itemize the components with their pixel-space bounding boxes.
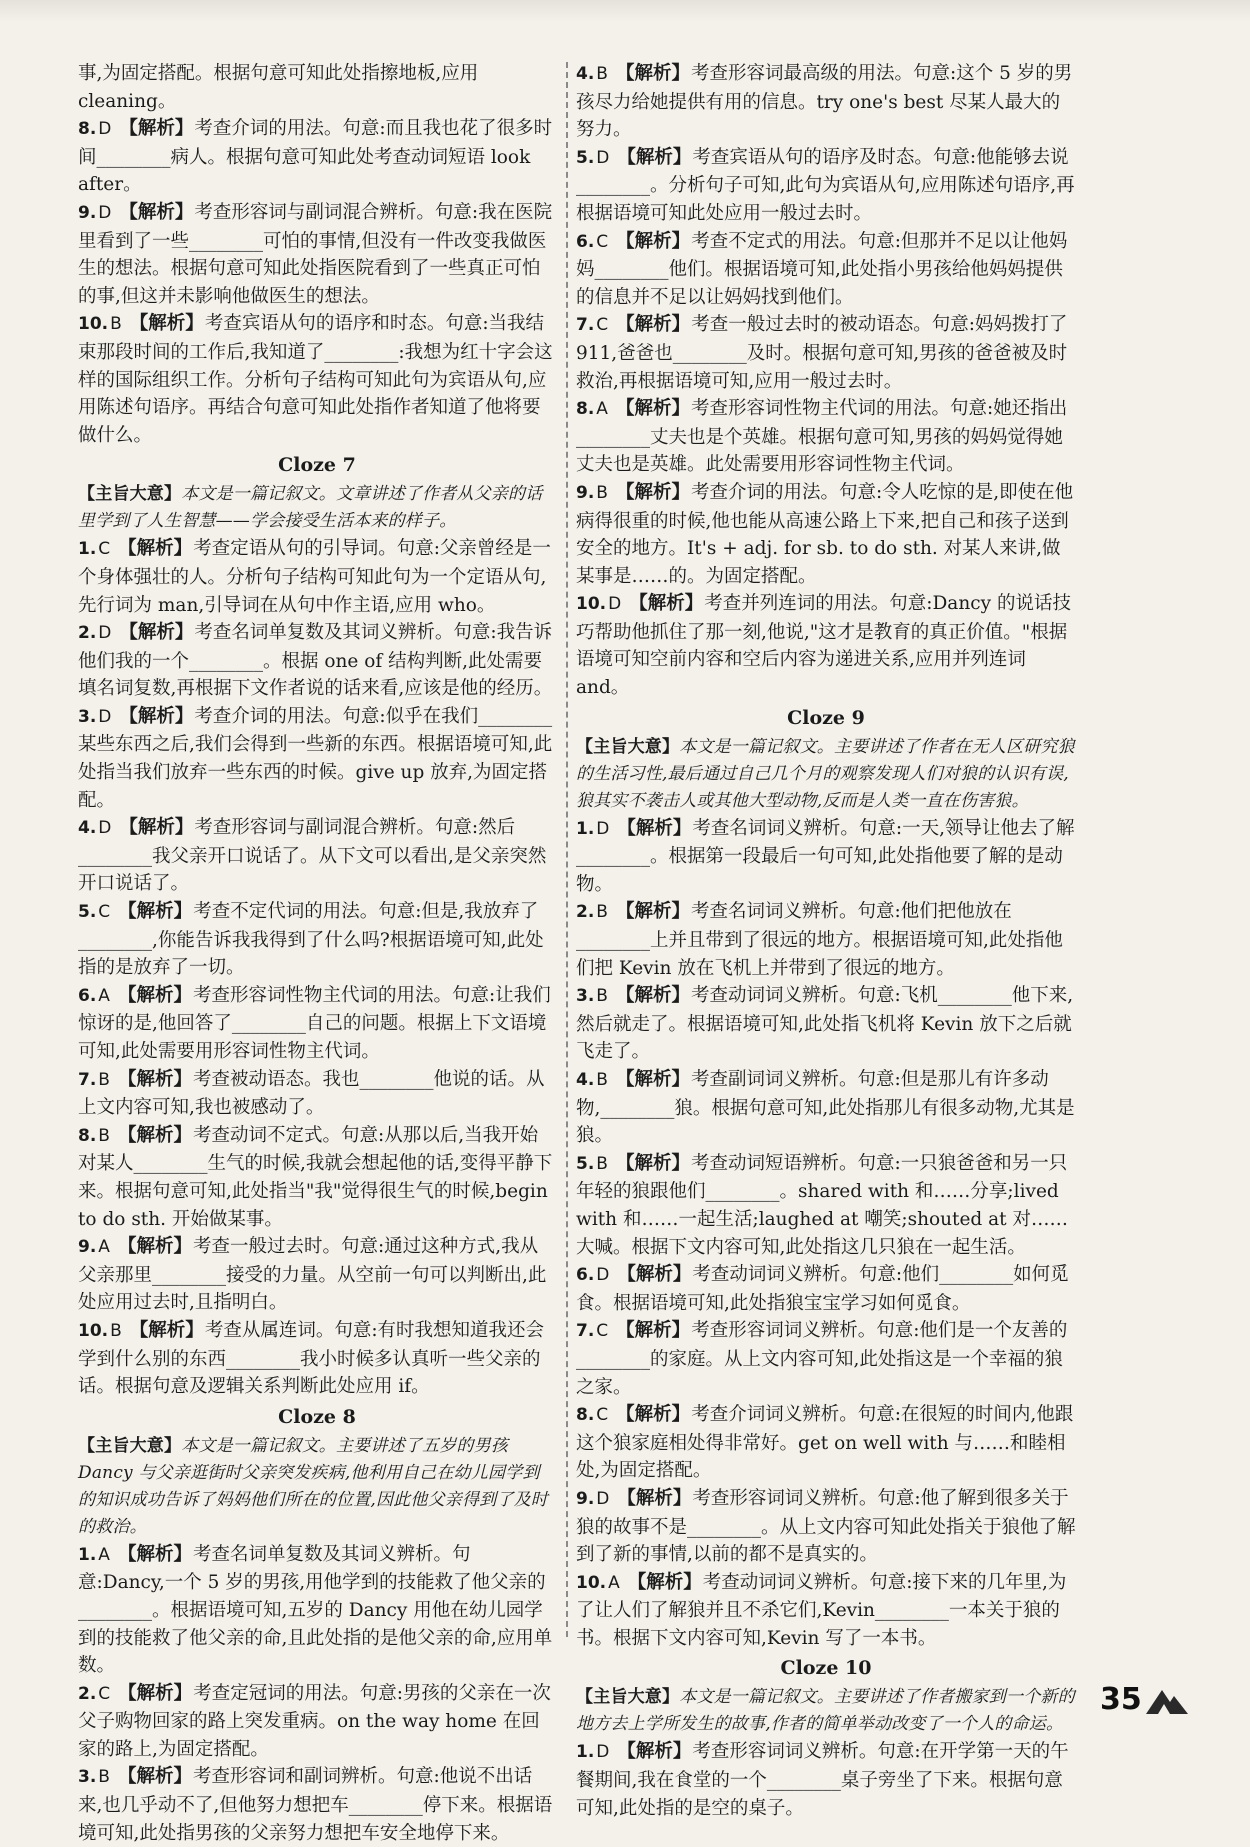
answer-item	[576, 898, 1076, 982]
analysis-text: 考查形容词与副词混合辨析。句意:我在医院里看到了一些________可怕的事情,但没有一件改变我做医生的想法。根据句意可知此处指医院看到了一些真正可怕的事,但这并未影响他做医生的想法。	[78, 201, 553, 307]
answer-letter: D	[98, 623, 112, 644]
question-number: 6.	[576, 231, 595, 252]
analysis-tag: 【解析】	[119, 201, 194, 223]
question-number: 5.	[78, 902, 97, 923]
analysis-text: 考查形容词最高级的用法。句意:这个 5 岁的男孩尽力给她提供有用的信息。try one's best 尽某人最大的努力。	[576, 63, 1073, 141]
analysis-tag: 【解析】	[617, 146, 692, 168]
summary-tag: 【主旨大意】	[78, 1435, 182, 1456]
answer-letter: C	[596, 315, 609, 336]
question-number: 3.	[78, 706, 97, 727]
analysis-tag: 【解析】	[617, 1741, 692, 1763]
answer-letter: B	[98, 1125, 110, 1146]
answer-letter: D	[596, 1742, 610, 1763]
answer-item	[576, 1569, 1076, 1653]
summary-tag: 【主旨大意】	[576, 736, 680, 757]
answer-letter: A	[98, 1237, 110, 1258]
question-number: 2.	[78, 1683, 97, 1704]
answer-item	[78, 1317, 556, 1401]
analysis-text: 考查形容词与副词混合辨析。句意:然后________我父亲开口说话了。从下文可以看出,是父亲突然开口说话了。	[78, 817, 547, 895]
analysis-tag: 【解析】	[117, 1766, 192, 1788]
summary-paragraph	[576, 1684, 1076, 1738]
question-number: 10.	[78, 314, 109, 335]
analysis-text: 考查介词的用法。句意:而且我也花了很多时间________病人。根据句意可知此处考查动词短语 look after。	[78, 118, 553, 196]
question-number: 5.	[576, 147, 595, 168]
question-number: 8.	[576, 399, 595, 420]
section-heading: Cloze 9	[787, 706, 865, 729]
answer-letter: C	[596, 231, 609, 252]
analysis-text: 考查动词短语辨析。句意:一只狼爸爸和另一只年轻的狼跟他们________。shared with 和……分享;lived with 和……一起生活;laughed at 嘲笑;shouted at 对……大喊。根据下文内容可知,此处指这几只狼在一起生活。	[576, 1152, 1068, 1258]
analysis-tag: 【解析】	[616, 314, 691, 336]
analysis-text: 考查不定式的用法。句意:但那并不足以让他妈妈________他们。根据语境可知,此处指小男孩给他妈妈提供的信息并不足以让妈妈找到他们。	[576, 230, 1068, 308]
analysis-tag: 【解析】	[119, 817, 194, 839]
continued-text: 事,为固定搭配。根据句意可知此处指擦地板,应用 cleaning。	[78, 63, 479, 112]
analysis-tag: 【解析】	[129, 313, 204, 335]
answer-item	[576, 311, 1076, 395]
analysis-text: 考查形容词性物主代词的用法。句意:她还指出________丈夫也是个英雄。根据句意可知,男孩的妈妈觉得她丈夫也是英雄。此处需要用形容词性物主代词。	[576, 398, 1068, 476]
column-divider	[566, 62, 568, 1637]
answer-item	[576, 228, 1076, 312]
analysis-text: 考查动词不定式。句意:从那以后,当我开始对某人________生气的时候,我就会想起他的话,变得平静下来。根据句意可知,此处指当"我"觉得很生气的时候,begin to do sth. 开始做某事。	[78, 1124, 553, 1230]
question-number: 8.	[78, 119, 97, 140]
question-number: 7.	[576, 315, 595, 336]
analysis-text: 考查介词的用法。句意:似乎在我们________某些东西之后,我们会得到一些新的东西。根据语境可知,此处指当我们放弃一些东西的时候。give up 放弃,为固定搭配。	[78, 705, 553, 811]
page-top-edge	[0, 0, 1250, 22]
question-number: 6.	[78, 985, 97, 1006]
answer-item	[576, 1150, 1076, 1261]
answer-letter: D	[98, 706, 112, 727]
question-number: 9.	[576, 482, 595, 503]
analysis-text: 考查宾语从句的语序及时态。句意:他能够去说________。分析句子可知,此句为宾语从句,应用陈述句语序,再根据语境可知此处应用一般过去时。	[576, 146, 1075, 224]
question-number: 8.	[78, 1125, 97, 1146]
answer-letter: B	[596, 902, 608, 923]
answer-item	[78, 619, 556, 703]
analysis-text: 考查形容词词义辨析。句意:在开学第一天的午餐期间,我在食堂的一个________桌子旁坐了下来。根据句意可知,此处指的是空的桌子。	[576, 1741, 1069, 1819]
analysis-tag: 【解析】	[118, 1682, 193, 1704]
answer-letter: B	[110, 314, 122, 335]
answer-item	[576, 1485, 1076, 1569]
question-number: 6.	[576, 1265, 595, 1286]
answer-item	[78, 982, 556, 1066]
answer-item	[78, 703, 556, 814]
analysis-tag: 【解析】	[118, 901, 193, 923]
analysis-tag: 【解析】	[129, 1319, 204, 1341]
analysis-tag: 【解析】	[617, 1264, 692, 1286]
answer-letter: D	[98, 119, 112, 140]
question-number: 4.	[576, 64, 595, 84]
question-number: 4.	[576, 1070, 595, 1090]
answer-item	[576, 1738, 1076, 1822]
answer-letter: B	[596, 986, 608, 1007]
summary-text: 本文是一篇记叙文。文章讲述了作者从父亲的话里学到了人生智慧——学会接受生活本来的样子。	[78, 484, 543, 532]
answer-letter: D	[596, 818, 610, 839]
question-number: 4.	[78, 818, 97, 839]
analysis-text: 考查形容词词义辨析。句意:他们是一个友善的________的家庭。从上文内容可知,此处指这是一个幸福的狼之家。	[576, 1320, 1068, 1398]
answer-letter: B	[110, 1320, 122, 1341]
analysis-text: 考查一般过去时的被动语态。句意:妈妈拨打了 911,爸爸也________及时。根据句意可知,男孩的爸爸被及时救治,再根据语境可知,应用一般过去时。	[576, 314, 1068, 392]
analysis-tag: 【解析】	[615, 901, 690, 923]
analysis-text: 考查形容词词义辨析。句意:他了解到很多关于狼的故事不是________。从上文内容可知此处指关于狼他了解到了新的事情,以前的都不是真实的。	[576, 1487, 1076, 1566]
publisher-logo-icon	[1144, 1686, 1190, 1716]
analysis-text: 考查宾语从句的语序和时态。句意:当我结束那段时间的工作后,我知道了________:我想为红十字会这样的国际组织工作。分析句子结构可知此句为宾语从句,应用陈述句语序。再结合句意可知此处指作者知道了他将要做什么。	[78, 313, 553, 446]
question-number: 9.	[576, 1488, 595, 1509]
question-number: 9.	[78, 1237, 97, 1258]
answer-item	[576, 479, 1076, 590]
answer-item	[576, 1401, 1076, 1485]
answer-letter: D	[596, 1488, 610, 1509]
analysis-tag: 【解析】	[627, 1571, 702, 1593]
analysis-tag: 【解析】	[617, 1487, 692, 1509]
summary-paragraph	[78, 481, 556, 535]
analysis-text: 考查名词单复数及其词义辨析。句意:我告诉他们我的一个________。根据 one of 结构判断,此处需要填名词复数,再根据下文作者说的话来看,应该是他的经历。	[78, 622, 553, 700]
analysis-tag: 【解析】	[117, 1236, 192, 1258]
answer-item	[78, 898, 556, 982]
analysis-text: 考查形容词性物主代词的用法。句意:让我们惊讶的是,他回答了________自己的问题。根据上下文语境可知,此处需要用形容词性物主代词。	[78, 984, 551, 1062]
question-number: 8.	[576, 1405, 595, 1426]
analysis-tag: 【解析】	[616, 230, 691, 252]
analysis-text: 考查名词词义辨析。句意:一天,领导让他去了解________。根据第一段最后一句可知,此处指他要了解的是动物。	[576, 817, 1075, 895]
analysis-tag: 【解析】	[117, 1124, 192, 1146]
summary-tag: 【主旨大意】	[576, 1687, 680, 1708]
analysis-text: 考查介词词义辨析。句意:在很短的时间内,他跟这个狼家庭相处得非常好。get on well with 与……和睦相处,为固定搭配。	[576, 1404, 1074, 1482]
analysis-tag: 【解析】	[615, 985, 690, 1007]
analysis-text: 考查动词词义辨析。句意:飞机________他下来,然后就走了。根据语境可知,此处指飞机将 Kevin 放下之后就飞走了。	[576, 985, 1074, 1063]
right-column	[576, 60, 1076, 1822]
answer-letter: A	[596, 399, 608, 420]
question-number: 2.	[576, 902, 595, 923]
answer-item	[576, 1261, 1076, 1317]
answer-item	[78, 1122, 556, 1233]
answer-letter: D	[608, 594, 622, 615]
analysis-tag: 【解析】	[119, 705, 194, 727]
summary-text: 本文是一篇记叙文。主要讲述了作者在无人区研究狼的生活习性,最后通过自己几个月的观察发现人们对狼的认识有误,狼其实不袭击人或其他大型动物,反而是人类一直在伤害狼。	[576, 736, 1075, 811]
answer-letter: C	[596, 1405, 609, 1426]
answer-letter: D	[98, 818, 112, 839]
question-number: 7.	[78, 1069, 97, 1090]
answer-item	[78, 814, 556, 898]
answer-letter: A	[608, 1572, 620, 1593]
answer-item	[78, 115, 556, 199]
analysis-tag: 【解析】	[615, 63, 690, 84]
analysis-text: 考查并列连词的用法。句意:Dancy 的说话技巧帮助他抓住了那一刻,他说,"这才是教育的真正价值。"根据语境可知空前内容和空后内容为递进关系,应用并列连词 and。	[576, 593, 1071, 699]
answer-item	[576, 395, 1076, 479]
analysis-tag: 【解析】	[117, 984, 192, 1006]
answer-item	[78, 1763, 556, 1847]
answer-letter: B	[98, 1069, 110, 1090]
question-number: 3.	[576, 986, 595, 1007]
answer-letter: B	[98, 1767, 110, 1788]
question-number: 1.	[78, 1544, 97, 1565]
analysis-tag: 【解析】	[616, 1404, 691, 1426]
answer-item	[78, 310, 556, 449]
analysis-text: 考查定冠词的用法。句意:男孩的父亲在一次父子购物回家的路上突发重病。on the way home 在回家的路上,为固定搭配。	[78, 1682, 551, 1760]
analysis-tag: 【解析】	[119, 118, 194, 140]
analysis-tag: 【解析】	[615, 481, 690, 503]
analysis-tag: 【解析】	[117, 1543, 192, 1565]
answer-item	[576, 982, 1076, 1066]
answer-letter: C	[98, 539, 111, 560]
question-number: 10.	[576, 1572, 607, 1593]
analysis-text: 考查副词词义辨析。句意:但是那儿有许多动物,________狼。根据句意可知,此处指那儿有很多动物,尤其是狼。	[576, 1069, 1075, 1147]
summary-paragraph	[78, 1433, 556, 1541]
answer-item	[78, 1233, 556, 1317]
summary-paragraph	[576, 734, 1076, 815]
question-number: 1.	[78, 539, 97, 560]
question-number: 10.	[78, 1320, 109, 1341]
section-heading: Cloze 10	[780, 1657, 872, 1680]
answer-letter: B	[596, 482, 608, 503]
answer-letter: D	[596, 147, 610, 168]
answer-item	[576, 815, 1076, 899]
summary-tag: 【主旨大意】	[78, 484, 182, 505]
question-number: 7.	[576, 1321, 595, 1342]
answer-letter: A	[98, 1544, 110, 1565]
analysis-tag: 【解析】	[615, 1069, 690, 1090]
analysis-tag: 【解析】	[117, 1068, 192, 1090]
answer-letter: C	[596, 1321, 609, 1342]
answer-item	[576, 1066, 1076, 1150]
analysis-text: 考查形容词和副词辨析。句意:他说不出话来,也几乎动不了,但他努力想把车________停下来。根据语境可知,此处指男孩的父亲努力想把车安全地停下来。	[78, 1766, 553, 1844]
analysis-tag: 【解析】	[617, 817, 692, 839]
analysis-text: 考查动词词义辨析。句意:接下来的几年里,为了让人们了解狼并且不杀它们,Kevin________一本关于狼的书。根据下文内容可知,Kevin 写了一本书。	[576, 1571, 1067, 1649]
analysis-text: 考查名词单复数及其词义辨析。句意:Dancy,一个 5 岁的男孩,用他学到的技能救了他父亲的________。根据语境可知,五岁的 Dancy 用他在幼儿园学到的技能救了他父亲的命,且此处指的是他父亲的命,应用单数。	[78, 1543, 553, 1677]
analysis-tag: 【解析】	[119, 622, 194, 644]
analysis-tag: 【解析】	[118, 538, 193, 560]
question-number: 9.	[78, 202, 97, 223]
analysis-text: 考查动词词义辨析。句意:他们________如何觅食。根据语境可知,此处指狼宝宝学习如何觅食。	[576, 1264, 1069, 1314]
analysis-text: 考查不定代词的用法。句意:但是,我放弃了________,你能告诉我我得到了什么吗?根据语境可知,此处指的是放弃了一切。	[78, 901, 544, 979]
question-number: 1.	[576, 818, 595, 839]
answer-letter: D	[98, 202, 112, 223]
answer-item	[576, 1317, 1076, 1401]
analysis-tag: 【解析】	[629, 593, 704, 615]
analysis-text: 考查定语从句的引导词。句意:父亲曾经是一个身体强壮的人。分析句子结构可知此句为一个定语从句,先行词为 man,引导词在从句中作主语,应用 who。	[78, 538, 551, 616]
answer-letter: C	[98, 1683, 111, 1704]
section-heading: Cloze 8	[278, 1405, 356, 1428]
answer-letter: D	[596, 1265, 610, 1286]
answer-item	[78, 535, 556, 619]
answer-letter: C	[98, 902, 111, 923]
analysis-text: 考查介词的用法。句意:令人吃惊的是,即使在他病得很重的时候,他也能从高速公路上下来,把自己和孩子送到安全的地方。It's + adj. for sb. to do sth. 对某人来讲,做某事是……的。为固定搭配。	[576, 481, 1074, 587]
answer-item	[576, 60, 1076, 144]
page-number: 35	[1100, 1682, 1142, 1717]
answer-item	[576, 590, 1076, 701]
question-number: 10.	[576, 594, 607, 615]
analysis-text: 考查从属连词。句意:有时我想知道我还会学到什么别的东西________我小时候多认真听一些父亲的话。根据句意及逻辑关系判断此处应用 if。	[78, 1319, 545, 1398]
question-number: 2.	[78, 623, 97, 644]
answer-item	[576, 144, 1076, 228]
answer-letter: A	[98, 985, 110, 1006]
summary-text: 本文是一篇记叙文。主要讲述了五岁的男孩 Dancy 与父亲逛街时父亲突发疾病,他利用自己在幼儿园学到的知识成功告诉了妈妈他们所在的位置,因此他父亲得到了及时的救治。	[78, 1435, 549, 1537]
left-column	[78, 60, 556, 1847]
analysis-tag: 【解析】	[616, 1320, 691, 1342]
answer-item	[78, 199, 556, 310]
analysis-text: 考查一般过去时。句意:通过这种方式,我从父亲那里________接受的力量。从空前一句可以判断出,此处应用过去时,且指明白。	[78, 1236, 547, 1314]
question-number: 1.	[576, 1742, 595, 1763]
section-heading: Cloze 7	[278, 454, 356, 477]
analysis-text: 考查名词词义辨析。句意:他们把他放在________上并且带到了很远的地方。根据语境可知,此处指他们把 Kevin 放在飞机上并带到了很远的地方。	[576, 901, 1063, 979]
answer-letter: B	[596, 1153, 608, 1174]
answer-letter: B	[596, 1070, 608, 1090]
answer-item	[78, 1066, 556, 1122]
analysis-tag: 【解析】	[615, 1152, 690, 1174]
summary-text: 本文是一篇记叙文。主要讲述了作者搬家到一个新的地方去上学所发生的故事,作者的简单举动改变了一个人的命运。	[576, 1687, 1075, 1735]
question-number: 5.	[576, 1153, 595, 1174]
analysis-text: 考查被动语态。我也________他说的话。从上文内容可知,我也被感动了。	[78, 1068, 545, 1119]
analysis-tag: 【解析】	[615, 398, 690, 420]
answer-letter: B	[596, 64, 608, 84]
answer-item	[78, 1541, 556, 1680]
question-number: 3.	[78, 1767, 97, 1788]
